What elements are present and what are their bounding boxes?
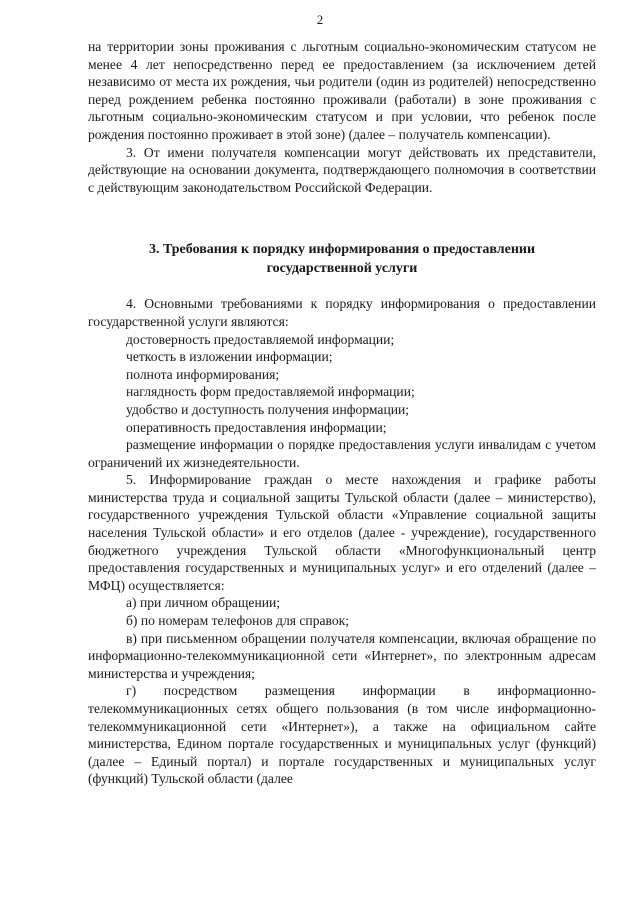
requirement-item: наглядность форм предоставляемой информации; — [126, 384, 415, 400]
document-body — [88, 38, 596, 788]
section-heading — [88, 240, 596, 278]
section-heading-line1: 3. Требования к порядку информирования о предоставлении — [148, 242, 536, 258]
requirement-item: полнота информирования; — [126, 366, 280, 382]
page-number: 2 — [316, 12, 324, 27]
paragraph-3: 3. От имени получателя компенсации могут действовать их представители, действующие на основании документа, подтверждающего полномочия в соответствии с действующим законодательством Российской Федерации. — [88, 144, 596, 195]
paragraph-5-intro: 5. Информирование граждан о месте нахождения и графике работы министерства труда и социальной защиты Тульской области (далее – министерство), государственного учреждения Тульской области «Управление социальной защиты населения Тульской области» и его отделов (далее - учреждение), государственного бюджетного учреждения Тульской области «Многофункциональный центр предоставления государственных и муниципальных услуг» и его отделений (далее – МФЦ) осуществляется: — [88, 472, 596, 593]
method-item: в) при письменном обращении получателя компенсации, включая обращение по информационно-телекоммуникационной сети «Интернет», по электронным адресам министерства и учреждения; — [88, 630, 596, 681]
section-heading-line2: государственной услуги — [266, 261, 418, 277]
method-item: а) при личном обращении; — [126, 595, 281, 611]
paragraph-4-intro: 4. Основными требованиями к порядку информирования о предоставлении государственной услуги являются: — [88, 296, 596, 329]
requirement-item: четкость в изложении информации; — [126, 349, 333, 365]
paragraph-continued: на территории зоны проживания с льготным социально-экономическим статусом не менее 4 лет непосредственно перед ее предоставлением (за исключением детей независимо от места их рождения, чьи родители (один из родителей) непосредственно перед рождением ребенка постоянно проживали (работали) в зоне проживания с льготным социально-экономическим статусом и при условии, что ребенок после рождения постоянно проживает в этой зоне) (далее – получатель компенсации). — [88, 39, 596, 142]
requirement-item: оперативность предоставления информации; — [126, 419, 387, 435]
requirement-item: удобство и доступность получения информации; — [126, 401, 410, 417]
requirement-item: достоверность предоставляемой информации; — [126, 331, 395, 347]
method-item: г) посредством размещения информации в информационно-телекоммуникационных сетях общего пользования (в том числе информационно-телекоммуникационной сети «Интернет»), а также на официальном сайте министерства, Едином портале государственных и муниципальных услуг (функций) (далее – Единый портал) и портале государственных и муниципальных услуг (функций) Тульской области (далее — [88, 683, 596, 787]
requirement-item-last: размещение информации о порядке предоставления услуги инвалидам с учетом ограничений их жизнедеятельности. — [88, 437, 596, 470]
method-item: б) по номерам телефонов для справок; — [126, 613, 350, 629]
